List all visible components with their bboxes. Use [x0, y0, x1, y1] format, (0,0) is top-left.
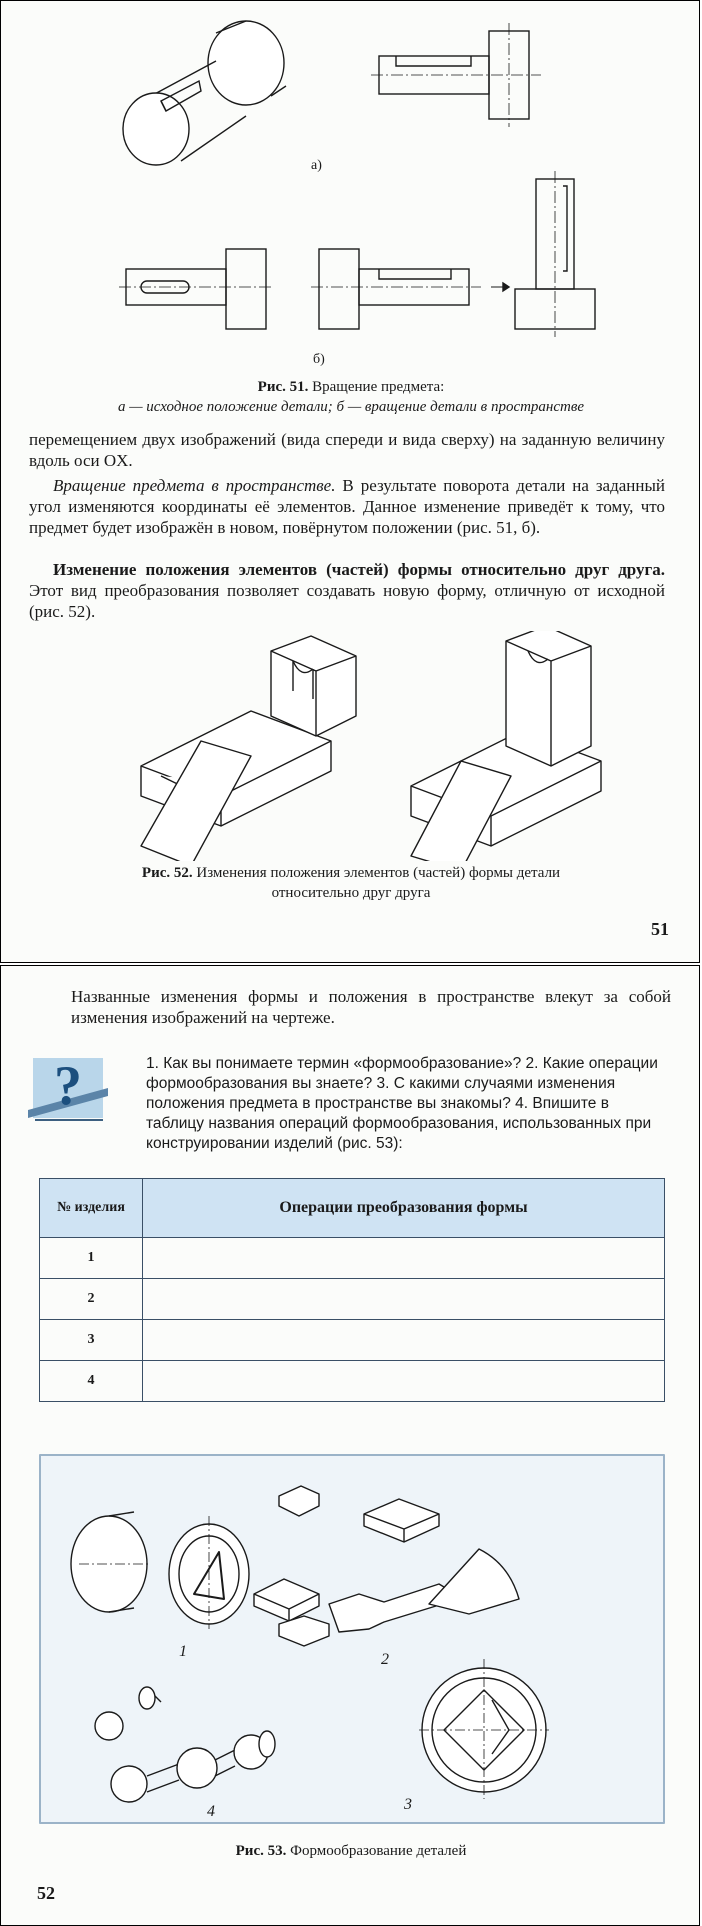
table-cell-number: 3: [40, 1320, 143, 1361]
page-52: [0, 965, 700, 1926]
fig51-label-b: б): [313, 352, 325, 367]
table-cell-number: 2: [40, 1279, 143, 1320]
table-cell-operation-empty[interactable]: [143, 1279, 665, 1320]
page-51: [0, 0, 700, 963]
fig51-label-a: а): [311, 158, 322, 173]
question-icon: [23, 1048, 113, 1128]
paragraph-rotation: [29, 475, 665, 538]
table-row: [40, 1279, 665, 1320]
shaft-rotated-view-b3: [515, 171, 595, 337]
shaft-front-view-a: [371, 23, 541, 127]
shaft-isometric-drawing: [123, 21, 286, 165]
table-cell-number: 1: [40, 1238, 143, 1279]
paragraph-translation: перемещением двух изображений (вида спереди и вида сверху) на заданную величину вдоль оси OX.: [29, 430, 665, 470]
fig52-caption-line1: Изменения положения элементов (частей) формы детали: [196, 865, 561, 881]
table-cell-operation-empty[interactable]: [143, 1361, 665, 1402]
table-cell-operation-empty[interactable]: [143, 1238, 665, 1279]
fig53-caption-number: Рис. 53.: [235, 1843, 287, 1859]
fig51-caption-title: Вращение предмета:: [312, 379, 445, 395]
element-position-heading: Изменение положения элементов (частей) формы относительно друг друга.: [53, 560, 665, 579]
fig51-caption: [21, 377, 681, 417]
question-mark-glyph: ?: [54, 1055, 82, 1117]
table-row: [40, 1238, 665, 1279]
table-header-item-number: № изделия: [40, 1179, 143, 1238]
fork-part-drawing-1: [141, 636, 356, 861]
intro-paragraph: Названные изменения формы и положения в пространстве влекут за собой изменения изображений на чертеже.: [71, 987, 671, 1027]
table-cell-operation-empty[interactable]: [143, 1320, 665, 1361]
fig53-caption: [21, 1841, 681, 1861]
shaft-side-view-b1: [119, 249, 273, 329]
fig53-label-2: 2: [381, 1651, 389, 1668]
table-header-operations: Операции преобразования формы: [143, 1179, 665, 1238]
table-cell-number: 4: [40, 1361, 143, 1402]
fig52-caption-number: Рис. 52.: [141, 865, 193, 881]
fig52-caption: [21, 863, 681, 903]
fig52-caption-line2: относительно друг друга: [271, 885, 431, 901]
table-row: [40, 1320, 665, 1361]
rotation-heading: Вращение предмета в пространстве.: [53, 476, 336, 495]
fig53-caption-text: Формообразование деталей: [290, 1843, 467, 1859]
figure-52-drawing: [1, 631, 700, 861]
shaft-side-view-b2: [311, 249, 481, 329]
fig51-caption-desc: а — исходное положение детали; б — вращение детали в пространстве: [117, 399, 585, 415]
fork-part-drawing-2: [411, 631, 601, 861]
fig53-label-4: 4: [207, 1803, 215, 1820]
questions-block: 1. Как вы понимаете термин «формообразование»? 2. Какие операции формообразования вы знаете? 3. С какими случаями изменения положения предмета в пространстве вы знакомы? 4. Впишите в таблицу названия операций формообразования, использованных при конструировании изделий (рис. 53):: [146, 1055, 658, 1152]
element-position-text: Этот вид преобразования позволяет создавать новую форму, отличную от исходной (рис. 52).: [29, 581, 665, 621]
figure-53-drawing: [39, 1454, 665, 1824]
paragraph-element-position: [29, 559, 665, 622]
page-number-52: 52: [37, 1883, 55, 1903]
fig53-label-3: 3: [404, 1796, 412, 1813]
operations-table: [39, 1178, 665, 1402]
rotation-text: В результате поворота детали на заданный угол изменяются координаты её элементов. Данное изменение приведёт к тому, что предмет будет изображён в новом, повёрнутом положении (рис. 51, б).: [29, 476, 665, 537]
page-number-51: 51: [651, 919, 669, 939]
fig53-label-1: 1: [179, 1643, 187, 1660]
table-row: [40, 1361, 665, 1402]
fig51-caption-number: Рис. 51.: [257, 379, 309, 395]
figure-51-drawing: [1, 1, 700, 376]
